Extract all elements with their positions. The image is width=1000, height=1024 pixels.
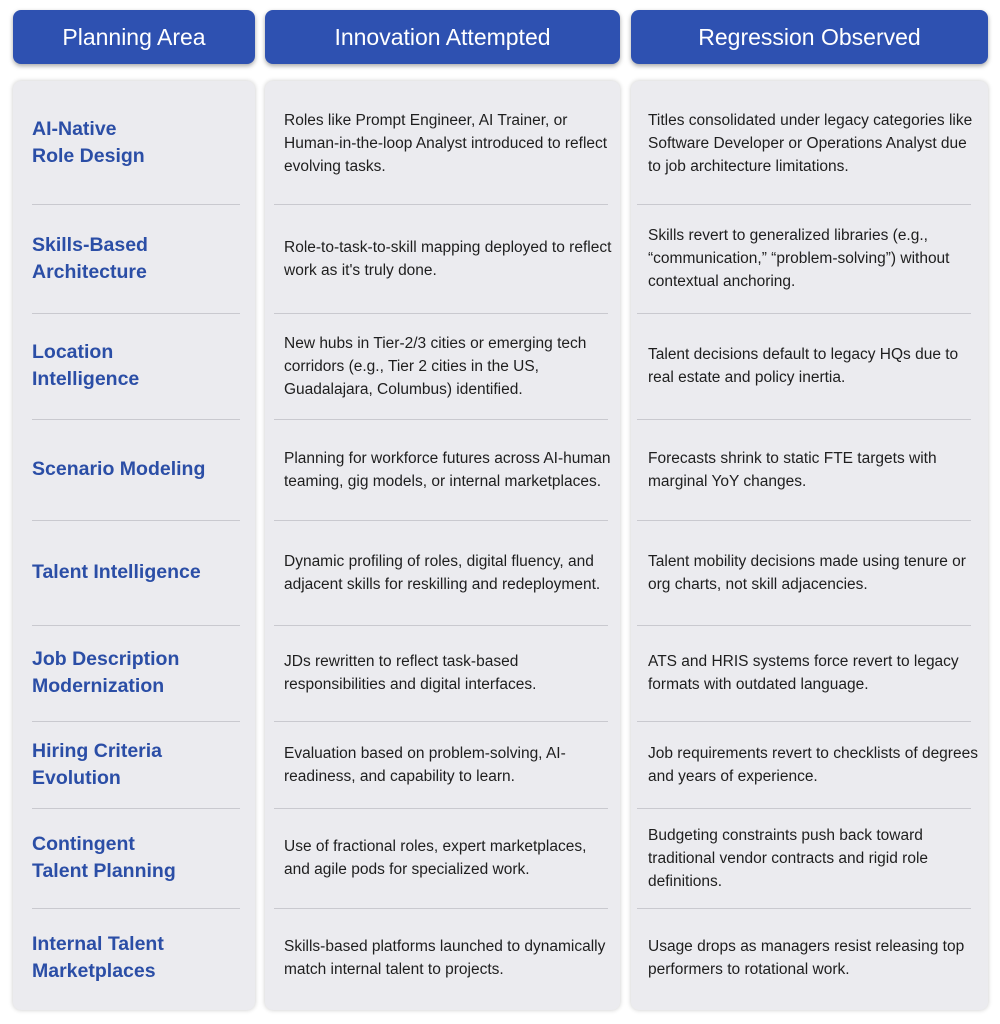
innovation-text: Evaluation based on problem-solving, AI-readiness, and capability to learn. — [284, 744, 566, 785]
planning-area-label: Hiring Criteria Evolution — [32, 739, 163, 789]
regression-text: Job requirements revert to checklists of degrees and years of experience. — [648, 744, 978, 785]
planning-area-label: AI-Native Role Design — [32, 118, 145, 167]
regression-text: Forecasts shrink to static FTE targets with marginal YoY changes. — [648, 449, 937, 490]
planning-area-label: Job Description Modernization — [32, 648, 180, 697]
regression-text: Skills revert to generalized libraries (e.g., “communication,” “problem-solving”) without contextual anchoring. — [648, 227, 950, 290]
innovation-text: Planning for workforce futures across AI-human teaming, gig models, or internal marketplaces. — [284, 449, 611, 490]
planning-area-label: Internal Talent Marketplaces — [32, 933, 164, 982]
regression-text: Talent mobility decisions made using tenure or org charts, not skill adjacencies. — [648, 552, 966, 593]
innovation-text: Dynamic profiling of roles, digital fluency, and adjacent skills for reskilling and redeployment. — [284, 552, 601, 593]
innovation-text: Roles like Prompt Engineer, AI Trainer, or Human-in-the-loop Analyst introduced to reflect evolving tasks. — [284, 111, 608, 175]
regression-text: Budgeting constraints push back toward traditional vendor contracts and rigid role definitions. — [648, 826, 929, 890]
regression-text: Talent decisions default to legacy HQs due to real estate and policy inertia. — [648, 346, 959, 386]
regression-text: Titles consolidated under legacy categories like Software Developer or Operations Analyst due to job architecture limitations. — [648, 111, 973, 175]
regression-text: ATS and HRIS systems force revert to legacy formats with outdated language. — [648, 653, 959, 693]
innovation-text: New hubs in Tier-2/3 cities or emerging tech corridors (e.g., Tier 2 cities in the US, Guadalajara, Columbus) identified. — [284, 334, 587, 398]
planning-area-label: Talent Intelligence — [32, 561, 201, 583]
innovation-text: Role-to-task-to-skill mapping deployed to reflect work as it's truly done. — [284, 238, 612, 279]
regression-text: Usage drops as managers resist releasing top performers to rotational work. — [648, 938, 965, 978]
planning-area-label: Location Intelligence — [32, 341, 140, 390]
header-planning-area: Planning Area — [13, 10, 255, 64]
planning-area-label: Skills-Based Architecture — [32, 233, 148, 283]
innovation-text: JDs rewritten to reflect task-based responsibilities and digital interfaces. — [284, 653, 537, 693]
planning-area-label: Scenario Modeling — [32, 458, 206, 480]
innovation-text: Skills-based platforms launched to dynamically match internal talent to projects. — [284, 938, 606, 978]
innovation-text: Use of fractional roles, expert marketplaces, and agile pods for specialized work. — [284, 838, 587, 878]
planning-area-label: Contingent Talent Planning — [32, 833, 176, 882]
header-regression-observed: Regression Observed — [631, 10, 988, 64]
header-innovation-attempted: Innovation Attempted — [265, 10, 620, 64]
